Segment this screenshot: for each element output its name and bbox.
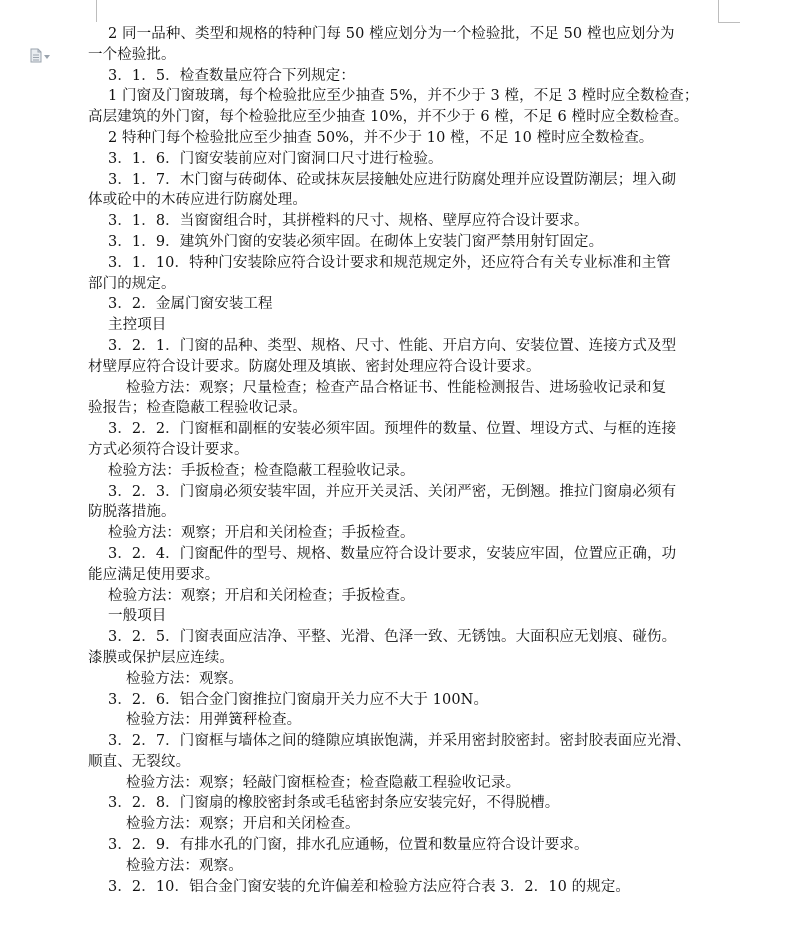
text-line: 漆膜或保护层应连续。 (88, 649, 234, 666)
text-line: 检验方法：用弹簧秤检查。 (126, 712, 302, 729)
text-line: 防脱落措施。 (88, 504, 176, 521)
text-line: 检验方法：观察。 (126, 670, 243, 687)
text-line: 检验方法：观察。 (126, 857, 243, 874)
text-line: 2 特种门每个检验批应至少抽查 50%，并不少于 10 樘，不足 10 樘时应全数检查。 (108, 129, 654, 146)
text-line: 主控项目 (108, 317, 167, 334)
text-line: 3．1．10．特种门安装除应符合设计要求和规范规定外，还应符合有关专业标准和主管 (108, 254, 671, 271)
text-line: 3．1．5．检查数量应符合下列规定： (108, 67, 355, 84)
text-line: 检验方法：手扳检查；检查隐蔽工程验收记录。 (108, 462, 415, 479)
text-line: 3．2．8．门窗扇的橡胶密封条或毛毡密封条应安装完好，不得脱槽。 (108, 795, 560, 812)
text-line: 2 同一品种、类型和规格的特种门每 50 樘应划分为一个检验批，不足 50 樘也应划分为 (108, 26, 675, 42)
text-line: 3．2．9．有排水孔的门窗，排水孔应通畅，位置和数量应符合设计要求。 (108, 837, 589, 854)
text-line: 材壁厚应符合设计要求。防腐处理及填嵌、密封处理应符合设计要求。 (88, 358, 541, 375)
text-line: 1 门窗及门窗玻璃，每个检验批应至少抽查 5%，并不少于 3 樘，不足 3 樘时应全数检查； (108, 88, 699, 105)
page-corner-mark-right-h (718, 22, 740, 23)
text-line: 顺直、无裂纹。 (88, 753, 191, 770)
document-body (88, 24, 723, 897)
document-icon[interactable] (30, 48, 42, 63)
text-line: 3．2．2．门窗框和副框的安装必须牢固。预埋件的数量、位置、埋设方式、与框的连接 (108, 421, 677, 438)
text-line: 3．2．3．门窗扇必须安装牢固，并应开关灵活、关闭严密，无倒翘。推拉门窗扇必须有 (108, 483, 677, 500)
text-line: 3．2．1．门窗的品种、类型、规格、尺寸、性能、开启方向、安装位置、连接方式及型 (108, 337, 677, 354)
text-line: 3．2．5．门窗表面应洁净、平整、光滑、色泽一致、无锈蚀。大面积应无划痕、碰伤。 (108, 629, 677, 646)
text-line: 高层建筑的外门窗，每个检验批应至少抽查 10%，并不少于 6 樘，不足 6 樘时应全数检查。 (88, 109, 689, 126)
text-line: 3．2．10．铝合金门窗安装的允许偏差和检验方法应符合表 3．2．10 的规定。 (108, 878, 631, 895)
page-corner-mark-right (718, 0, 719, 22)
text-line: 部门的规定。 (88, 275, 176, 292)
text-line: 检验方法：观察；轻敲门窗框检查；检查隐蔽工程验收记录。 (126, 774, 521, 791)
text-line: 体或砼中的木砖应进行防腐处理。 (88, 192, 307, 209)
text-line: 验报告；检查隐蔽工程验收记录。 (88, 400, 307, 417)
text-line: 一般项目 (108, 608, 167, 625)
text-line: 3．2．7．门窗框与墙体之间的缝隙应填嵌饱满，并采用密封胶密封。密封胶表面应光滑、 (108, 733, 691, 750)
page-corner-mark-left (96, 0, 97, 22)
text-line: 3．1．9．建筑外门窗的安装必须牢固。在砌体上安装门窗严禁用射钉固定。 (108, 233, 604, 250)
text-line: 3．2．6．铝合金门窗推拉门窗扇开关力应不大于 100N。 (108, 691, 489, 708)
text-line: 方式必须符合设计要求。 (88, 441, 249, 458)
text-line: 检验方法：观察；开启和关闭检查。 (126, 816, 360, 833)
text-line: 3．1．7．木门窗与砖砌体、砼或抹灰层接触处应进行防腐处理并应设置防潮层；埋入砌 (108, 171, 677, 188)
text-line: 3．2．4．门窗配件的型号、规格、数量应符合设计要求，安装应牢固，位置应正确，功 (108, 545, 677, 562)
text-line: 一个检验批。 (88, 46, 176, 63)
text-line: 3．2．金属门窗安装工程 (108, 296, 273, 313)
text-line: 能应满足使用要求。 (88, 566, 220, 583)
text-line: 3．1．8．当窗窗组合时，其拼樘料的尺寸、规格、壁厚应符合设计要求。 (108, 213, 589, 230)
chevron-down-icon[interactable] (44, 55, 50, 59)
text-line: 检验方法：观察；开启和关闭检查；手扳检查。 (108, 587, 415, 604)
text-line: 3．1．6．门窗安装前应对门窗洞口尺寸进行检验。 (108, 150, 443, 167)
text-line: 检验方法：观察；开启和关闭检查；手扳检查。 (108, 525, 415, 542)
text-line: 检验方法：观察；尺量检查；检查产品合格证书、性能检测报告、进场验收记录和复 (126, 379, 667, 396)
